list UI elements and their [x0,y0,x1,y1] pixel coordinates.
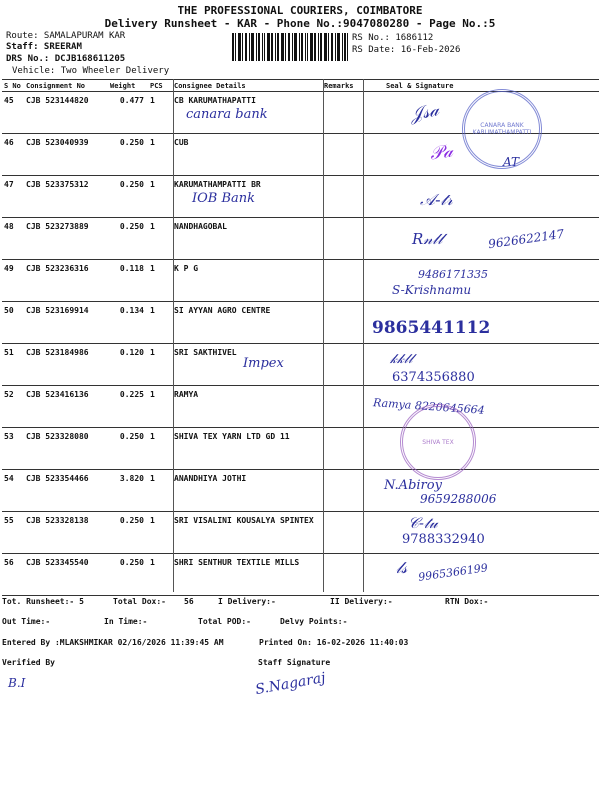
row-remarks [322,344,362,386]
verified-by-label: Verified By [2,658,55,667]
phone-row-55: 9788332940 [402,532,485,547]
out-time: Out Time:- [2,617,51,626]
table-row [2,428,599,470]
rtn-dox: RTN Dox:- [445,597,489,606]
signature-row-48: 𝑅𝓃𝓁𝓁 [412,230,443,248]
col-header-remarks: Remarks [322,80,362,92]
row-consignee: SHIVA TEX YARN LTD GD 11 [172,428,322,470]
table-row [2,470,599,512]
row-consignment: CJB 523236316 [24,260,108,302]
rs-date: RS Date: 16-Feb-2026 [352,45,461,55]
table-row [2,554,599,596]
row-consignment: CJB 523184986 [24,344,108,386]
ii-delivery: II Delivery:- [330,597,393,606]
table-row [2,386,599,428]
row-consignment: CJB 523144820 [24,92,108,134]
staff-signature-mark: S.Nagaraj [254,669,327,699]
row-consignment: CJB 523328080 [24,428,108,470]
signature-row-51: 𝓀𝓀𝓁𝓁 [390,352,413,367]
row-consignee: SRI VISALINI KOUSALYA SPINTEX [172,512,322,554]
col-header-pcs: PCS [148,80,172,92]
row-seal [362,386,599,428]
row-consignee: ANANDHIYA JOTHI [172,470,322,512]
total-dox-label: Total Dox:- [113,597,166,606]
col-header-weight: Weight [108,80,148,92]
row-pcs: 1 [148,218,172,260]
handwritten-iob-bank: IOB Bank [192,191,256,206]
company-seal-stamp: SHIVA TEX [400,404,476,480]
row-weight: 3.820 [108,470,148,512]
printed-on: Printed On: 16-02-2026 11:40:03 [259,638,409,647]
row-consignment: CJB 523375312 [24,176,108,218]
row-remarks [322,92,362,134]
bank-seal-stamp: CANARA BANK KARUMATHAMPATTI [462,89,542,169]
row-consignment: CJB 523040939 [24,134,108,176]
row-pcs: 1 [148,386,172,428]
row-weight: 0.250 [108,428,148,470]
row-weight: 0.250 [108,554,148,596]
handwritten-canara-bank: canara bank [186,107,268,122]
column-divider [323,79,324,592]
tot-runsheet: Tot. Runsheet:- 5 [2,597,84,606]
row-weight: 0.225 [108,386,148,428]
row-sno: 51 [2,344,24,386]
row-pcs: 1 [148,302,172,344]
row-weight: 0.477 [108,92,148,134]
row-consignment: CJB 523345540 [24,554,108,596]
initials-row-46: AT [503,155,520,169]
row-sno: 50 [2,302,24,344]
phone-row-48: 9626622147 [487,226,565,252]
row-consignee: KARUMATHAMPATTI BR [172,176,322,218]
row-consignee: SI AYYAN AGRO CENTRE [172,302,322,344]
report-subtitle: Delivery Runsheet - KAR - Phone No.:9047080280 - Page No.:5 [104,17,496,30]
row-consignment: CJB 523328138 [24,512,108,554]
signature-row-47: 𝒜-𝓉𝓇 [420,190,453,209]
staff-signature-label: Staff Signature [258,658,331,667]
delvy-points: Delvy Points:- [280,617,348,626]
signature-row-56: 𝓁𝓈 [396,558,408,577]
i-delivery: I Delivery:- [218,597,276,606]
row-consignee: NANDHAGOBAL [172,218,322,260]
row-weight: 0.134 [108,302,148,344]
table-row [2,302,599,344]
row-pcs: 1 [148,92,172,134]
row-pcs: 1 [148,512,172,554]
phone-row-56: 9965366199 [417,561,489,584]
row-sno: 55 [2,512,24,554]
row-sno: 48 [2,218,24,260]
row-consignee: SRI SAKTHIVEL [172,344,322,386]
row-pcs: 1 [148,134,172,176]
row-pcs: 1 [148,470,172,512]
entered-by: Entered By :MLAKSHMIKAR 02/16/2026 11:39:45 AM [2,638,224,647]
row-remarks [322,428,362,470]
row-consignment: CJB 523354466 [24,470,108,512]
row-remarks [322,176,362,218]
signature-row-46: 𝒫𝒶 [428,140,455,165]
row-seal [362,176,599,218]
phone-row-49: 9486171335 [418,268,488,281]
barcode [232,33,348,61]
row-weight: 0.250 [108,218,148,260]
row-remarks [322,554,362,596]
total-dox-value: 56 [184,597,194,606]
col-header-consignee: Consignee Details [172,80,322,92]
row-remarks [322,512,362,554]
row-seal [362,512,599,554]
row-remarks [322,386,362,428]
row-pcs: 1 [148,554,172,596]
row-sno: 56 [2,554,24,596]
table-row [2,344,599,386]
row-seal [362,554,599,596]
row-consignee: CB KARUMATHAPATTI [172,92,322,134]
table-row [2,176,599,218]
row-weight: 0.250 [108,176,148,218]
col-header-consignment: Consignment No [24,80,108,92]
row-seal [362,302,599,344]
row-pcs: 1 [148,176,172,218]
row-sno: 53 [2,428,24,470]
row-consignment: CJB 523416136 [24,386,108,428]
row-weight: 0.118 [108,260,148,302]
row-sno: 47 [2,176,24,218]
name-row-49: S-Krishnamu [392,283,472,297]
drs-number: DRS No.: DCJB168611205 [6,54,126,64]
row-seal [362,428,599,470]
row-pcs: 1 [148,428,172,470]
row-sno: 46 [2,134,24,176]
row-pcs: 1 [148,344,172,386]
row-remarks [322,260,362,302]
phone-row-54: 9659288006 [420,492,497,506]
row-sno: 52 [2,386,24,428]
vehicle-label: Vehicle: Two Wheeler Delivery [12,66,170,76]
column-divider [363,79,364,592]
table-row [2,260,599,302]
row-consignment: CJB 523273889 [24,218,108,260]
rs-number: RS No.: 1686112 [352,33,434,43]
report-title: THE PROFESSIONAL COURIERS, COIMBATORE [177,4,423,17]
row-remarks [322,302,362,344]
row-seal [362,260,599,302]
name-row-52: Ramya 8220645664 [372,396,486,417]
row-sno: 45 [2,92,24,134]
phone-row-51: 6374356880 [392,370,475,385]
total-pod: Total POD:- [198,617,251,626]
row-consignment: CJB 523169914 [24,302,108,344]
row-pcs: 1 [148,260,172,302]
row-weight: 0.250 [108,512,148,554]
signature-row-55: 𝒞-𝓉𝓊 [408,514,438,532]
route-label: Route: SAMALAPURAM KAR [6,31,126,41]
column-divider [173,79,174,592]
handwritten-impex: Impex [243,356,284,371]
table-row [2,218,599,260]
row-seal [362,470,599,512]
table-row [2,512,599,554]
phone-row-50: 9865441112 [372,318,491,338]
signature-row-45: 𝒥𝓈𝒶 [408,99,441,126]
row-sno: 54 [2,470,24,512]
row-consignee: SHRI SENTHUR TEXTILE MILLS [172,554,322,596]
row-seal [362,344,599,386]
in-time: In Time:- [104,617,148,626]
staff-label: Staff: SREERAM [6,42,82,52]
row-remarks [322,218,362,260]
row-weight: 0.120 [108,344,148,386]
row-remarks [322,470,362,512]
name-row-54: N.Abiroy [384,478,442,493]
verified-by-signature: B.I [8,676,26,690]
row-seal [362,218,599,260]
col-header-seal: Seal & Signature [362,80,599,92]
row-weight: 0.250 [108,134,148,176]
col-header-sno: S No [2,80,24,92]
row-remarks [322,134,362,176]
row-consignee: RAMYA [172,386,322,428]
row-sno: 49 [2,260,24,302]
row-consignee: CUB [172,134,322,176]
row-consignee: K P G [172,260,322,302]
